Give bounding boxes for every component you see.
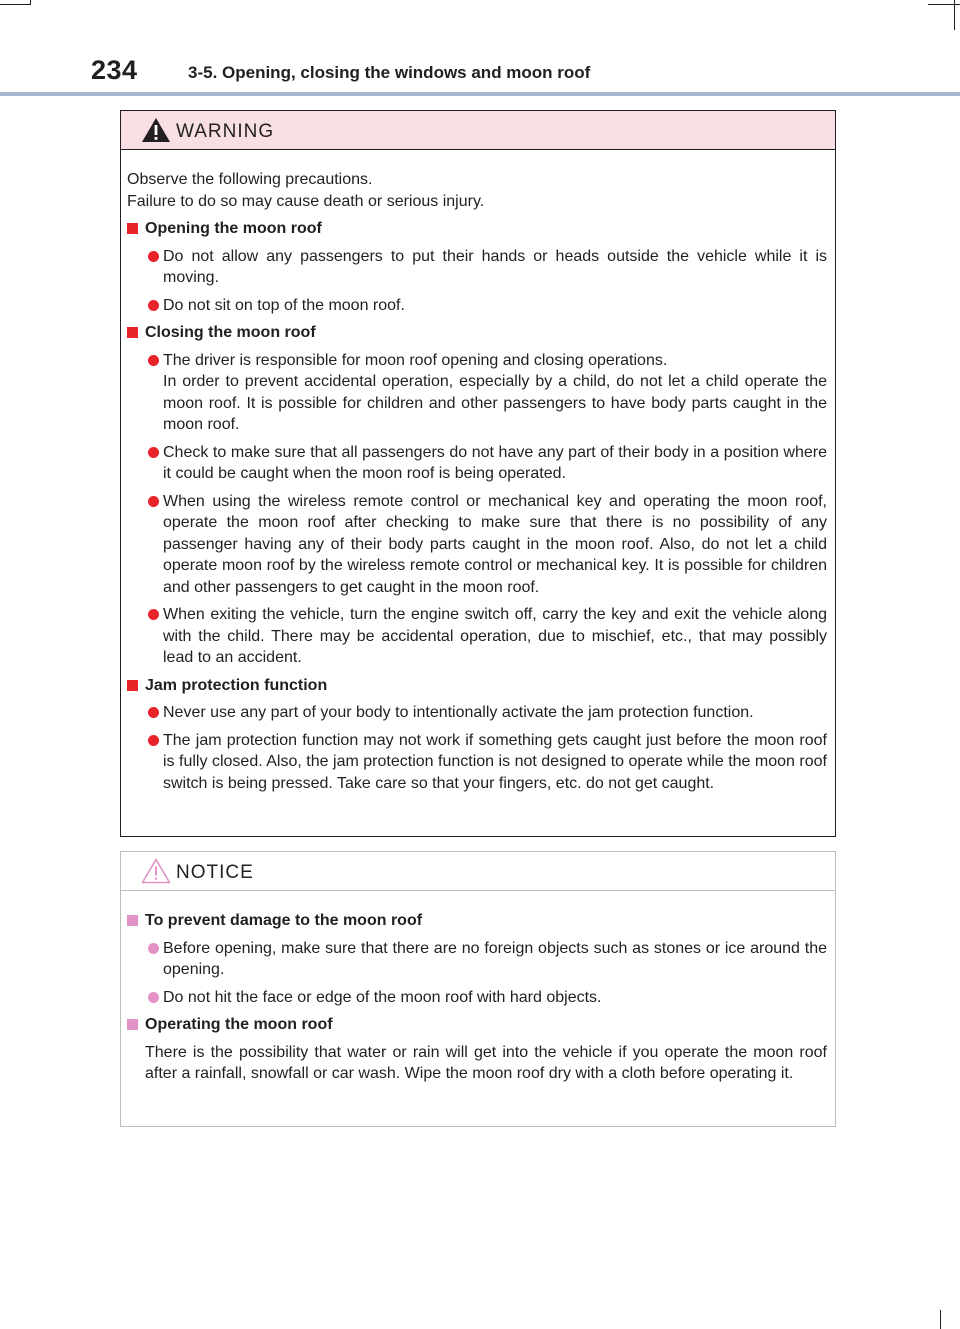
notice-bullet: Before opening, make sure that there are no foreign objects such as stones or ice around the opening. — [127, 938, 827, 981]
notice-body — [121, 891, 835, 1085]
warning-bullet: When using the wireless remote control or mechanical key and operating the moon roof, operate the moon roof after checking to make sure that there is no possibility of any passenger having any of their body parts caught in the moon roof. Also, do not let a child operate moon roof by the wireless remote control or mechanical key. It is possible for children and other passengers to get caught in the moon roof. — [127, 491, 827, 599]
red-dot-icon — [148, 300, 159, 311]
warning-bullet: When exiting the vehicle, turn the engine switch off, carry the key and exit the vehicle along with the child. There may be accidental operation, due to mischief, etc., that may possibly lead to an accident. — [127, 604, 827, 669]
red-square-icon — [127, 327, 138, 338]
section-heading: Jam protection function — [127, 675, 827, 697]
section-heading: Closing the moon roof — [127, 322, 827, 344]
warning-bullet: The driver is responsible for moon roof opening and closing operations. In order to prevent accidental operation, especially by a child, do not let a child operate the moon roof. It is possible for children and other passengers to have body parts caught in the moon roof. — [127, 350, 827, 436]
notice-box — [120, 851, 836, 1127]
warning-body — [121, 150, 835, 794]
section-heading: Opening the moon roof — [127, 218, 827, 240]
warning-header — [121, 111, 835, 150]
red-dot-icon — [148, 447, 159, 458]
header-rule — [0, 92, 960, 96]
section-heading: To prevent damage to the moon roof — [127, 910, 827, 932]
red-dot-icon — [148, 251, 159, 262]
red-dot-icon — [148, 355, 159, 366]
warning-bullet: Do not sit on top of the moon roof. — [127, 295, 827, 317]
notice-header — [121, 852, 835, 891]
notice-paragraph: There is the possibility that water or rain will get into the vehicle if you operate the moon roof after a rainfall, snowfall or car wash. Wipe the moon roof dry with a cloth before operating it. — [145, 1043, 827, 1082]
red-dot-icon — [148, 735, 159, 746]
section-title: 3-5. Opening, closing the windows and moon roof — [188, 63, 591, 82]
caution-triangle-icon — [140, 857, 172, 885]
notice-title: NOTICE — [176, 862, 254, 883]
red-dot-icon — [148, 609, 159, 620]
warning-intro — [127, 169, 827, 212]
intro-line: Failure to do so may cause death or serious injury. — [127, 192, 485, 210]
pink-square-icon — [127, 1019, 138, 1030]
red-square-icon — [127, 223, 138, 234]
pink-square-icon — [127, 915, 138, 926]
warning-title: WARNING — [176, 121, 275, 142]
warning-bullet: The jam protection function may not work if something gets caught just before the moon roof is fully closed. Also, the jam protection function is not designed to operate while the moon roof switch is being pressed. Take care so that your fingers, etc. do not get caught. — [127, 730, 827, 795]
warning-box — [120, 110, 836, 837]
red-dot-icon — [148, 707, 159, 718]
crop-mark — [940, 1310, 941, 1329]
page-header — [0, 0, 960, 100]
warning-triangle-icon — [140, 116, 172, 144]
warning-bullet: Do not allow any passengers to put their hands or heads outside the vehicle while it is moving. — [127, 246, 827, 289]
section-heading: Operating the moon roof — [127, 1014, 827, 1036]
page-number: 234 — [91, 55, 138, 85]
warning-bullet: Check to make sure that all passengers do not have any part of their body in a position where it could be caught when the moon roof is being operated. — [127, 442, 827, 485]
pink-dot-icon — [148, 992, 159, 1003]
intro-line: Observe the following precautions. — [127, 171, 373, 188]
red-dot-icon — [148, 496, 159, 507]
warning-bullet: Never use any part of your body to intentionally activate the jam protection function. — [127, 702, 827, 724]
notice-bullet: Do not hit the face or edge of the moon roof with hard objects. — [127, 987, 827, 1009]
red-square-icon — [127, 680, 138, 691]
pink-dot-icon — [148, 943, 159, 954]
